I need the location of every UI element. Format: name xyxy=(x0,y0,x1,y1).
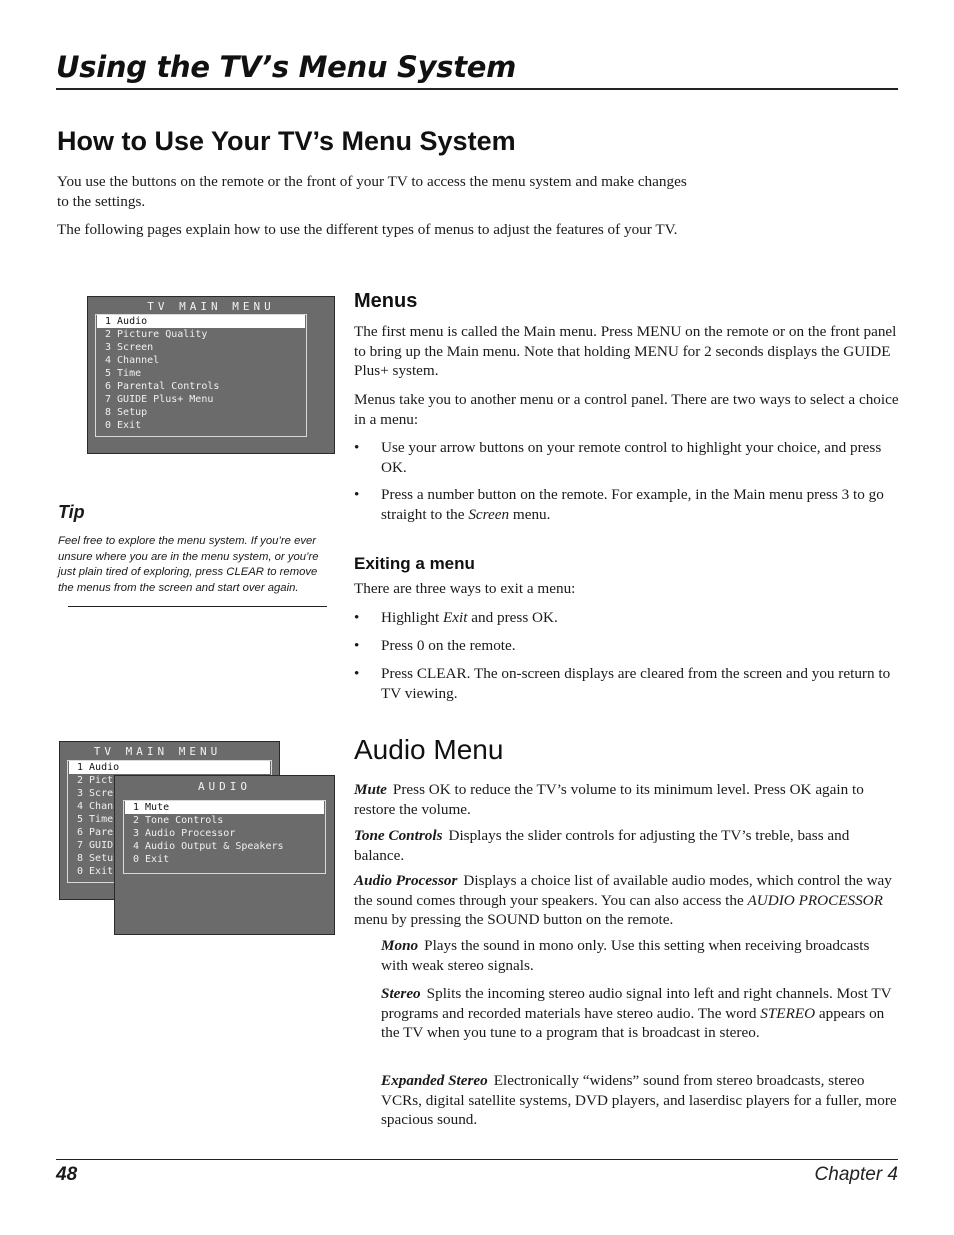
background-menu-item-time: 5 Time xyxy=(77,814,114,825)
background-menu-item-exit: 0 Exit xyxy=(77,866,114,877)
stereo-term: Stereo xyxy=(381,985,421,1002)
audio-menu-screen-title: AUDIO xyxy=(197,780,252,793)
exiting-bullet-1 xyxy=(354,608,899,628)
how-to-para-1: You use the buttons on the remote or the front of your TV to access the menu system and make changes to the settings. xyxy=(57,173,687,210)
menus-para-1: The first menu is called the Main menu. Press MENU on the remote or on the front panel to bring up the Main menu. Note that holding MENU for 2 seconds displays the GUIDE Plus+ system. xyxy=(354,323,897,379)
exiting-bullet-3-text: Press CLEAR. The on-screen displays are cleared from the screen and you return to TV viewing. xyxy=(381,665,891,702)
main-menu-item-time[interactable]: 5 Time xyxy=(105,368,142,379)
main-menu-item-audio[interactable]: 1 Audio xyxy=(97,315,305,328)
menus-para-2: Menus take you to another menu or a control panel. There are two ways to select a choice in a menu: xyxy=(354,391,899,428)
audio-menu-item-tone-controls[interactable]: 2 Tone Controls xyxy=(133,815,224,826)
main-menu-list xyxy=(95,314,307,437)
stereo-description: Stereo Splits the incoming stereo audio signal into left and right channels. Most TV programs and recorded materials have stereo audio. The word STEREO appears on the TV when you tune to a program that is broadcast in stereo. xyxy=(381,985,892,1041)
section-title: Using the TV’s Menu System xyxy=(56,50,517,84)
how-to-title: How to Use Your TV’s Menu System xyxy=(57,126,516,156)
tip-text: Feel free to explore the menu system. If you’re ever unsure where you are in the menu system, or you’re just plain tired of exploring, press CLEAR to remove the menus from the screen and start over again. xyxy=(58,535,319,594)
main-menu-item-picture-quality[interactable]: 2 Picture Quality xyxy=(105,329,208,340)
chapter-label: Chapter 4 xyxy=(814,1164,898,1185)
mute-description: Mute Press OK to reduce the TV’s volume to its minimum level. Press OK again to restore the volume. xyxy=(354,781,864,818)
bullet-dot: • xyxy=(354,486,360,503)
audio-menu-title: Audio Menu xyxy=(354,734,504,765)
mono-description: Mono Plays the sound in mono only. Use this setting when receiving broadcasts with weak stereo signals. xyxy=(381,937,870,974)
main-menu-item-guide-plus[interactable]: 7 GUIDE Plus+ Menu xyxy=(105,394,214,405)
audio-menu-item-exit[interactable]: 0 Exit xyxy=(133,854,170,865)
main-menu-item-channel[interactable]: 4 Channel xyxy=(105,355,160,366)
main-menu-screen-title: TV MAIN MENU xyxy=(147,300,275,313)
bullet-dot: • xyxy=(354,637,360,654)
page-number: 48 xyxy=(56,1164,78,1185)
background-menu-item-guide: 7 GUID xyxy=(77,840,114,851)
menus-bullet-1 xyxy=(354,438,899,478)
main-menu-item-exit[interactable]: 0 Exit xyxy=(105,420,142,431)
background-menu-item-picture: 2 Pict xyxy=(77,775,114,786)
mute-term: Mute xyxy=(354,781,387,798)
main-menu-item-setup[interactable]: 8 Setup xyxy=(105,407,148,418)
bullet-dot: • xyxy=(354,665,360,682)
tip-rule xyxy=(68,606,327,607)
header-rule xyxy=(56,88,898,90)
menus-bullet-2-text: Press a number button on the remote. For example, in the Main menu press 3 to go straight to the Screen menu. xyxy=(381,486,884,523)
main-menu-screen xyxy=(87,296,335,454)
tip-heading: Tip xyxy=(58,502,85,522)
audio-processor-description: Audio Processor Displays a choice list of available audio modes, which control the way the sound comes through your speakers. You can also access the AUDIO PROCESSOR menu by pressing the SOUND button on the remote. xyxy=(354,872,892,928)
background-menu-item-setup: 8 Setu xyxy=(77,853,114,864)
background-menu-item-audio: 1 Audio xyxy=(69,761,270,774)
footer-rule xyxy=(56,1159,898,1160)
exiting-bullet-2 xyxy=(354,636,899,656)
exiting-heading: Exiting a menu xyxy=(354,554,475,573)
exiting-bullet-2-text: Press 0 on the remote. xyxy=(381,637,516,654)
bullet-dot: • xyxy=(354,439,360,456)
background-menu-item-channel: 4 Chan xyxy=(77,801,114,812)
tone-controls-description: Tone Controls Displays the slider controls for adjusting the TV’s treble, bass and balance. xyxy=(354,827,850,864)
background-menu-item-parental: 6 Pare xyxy=(77,827,114,838)
exiting-bullet-1-text: Highlight Exit and press OK. xyxy=(381,609,558,626)
audio-menu-list xyxy=(123,800,326,874)
audio-menu-item-audio-output[interactable]: 4 Audio Output & Speakers xyxy=(133,841,284,852)
main-menu-item-screen[interactable]: 3 Screen xyxy=(105,342,154,353)
expanded-stereo-description: Expanded Stereo Electronically “widens” sound from stereo broadcasts, stereo VCRs, digital satellite systems, DVD players, and laserdisc players for a fuller, more spacious sound. xyxy=(381,1072,897,1128)
audio-menu-item-audio-processor[interactable]: 3 Audio Processor xyxy=(133,828,236,839)
background-main-menu-title: TV MAIN MENU xyxy=(93,745,222,758)
menus-bullet-1-text: Use your arrow buttons on your remote control to highlight your choice, and press OK. xyxy=(381,439,882,476)
how-to-para-2: The following pages explain how to use the different types of menus to adjust the features of your TV. xyxy=(57,221,678,238)
audio-processor-term: Audio Processor xyxy=(354,872,458,889)
bullet-dot: • xyxy=(354,609,360,626)
background-menu-item-screen: 3 Scre xyxy=(77,788,114,799)
tone-controls-term: Tone Controls xyxy=(354,827,443,844)
mono-term: Mono xyxy=(381,937,419,954)
exiting-bullet-3 xyxy=(354,664,899,704)
audio-menu-item-mute[interactable]: 1 Mute xyxy=(125,801,324,814)
menus-bullet-2 xyxy=(354,485,899,525)
menus-heading: Menus xyxy=(354,290,418,312)
main-menu-item-parental-controls[interactable]: 6 Parental Controls xyxy=(105,381,220,392)
audio-menu-screen xyxy=(114,775,335,935)
exiting-intro: There are three ways to exit a menu: xyxy=(354,580,576,597)
expanded-stereo-term: Expanded Stereo xyxy=(381,1072,488,1089)
